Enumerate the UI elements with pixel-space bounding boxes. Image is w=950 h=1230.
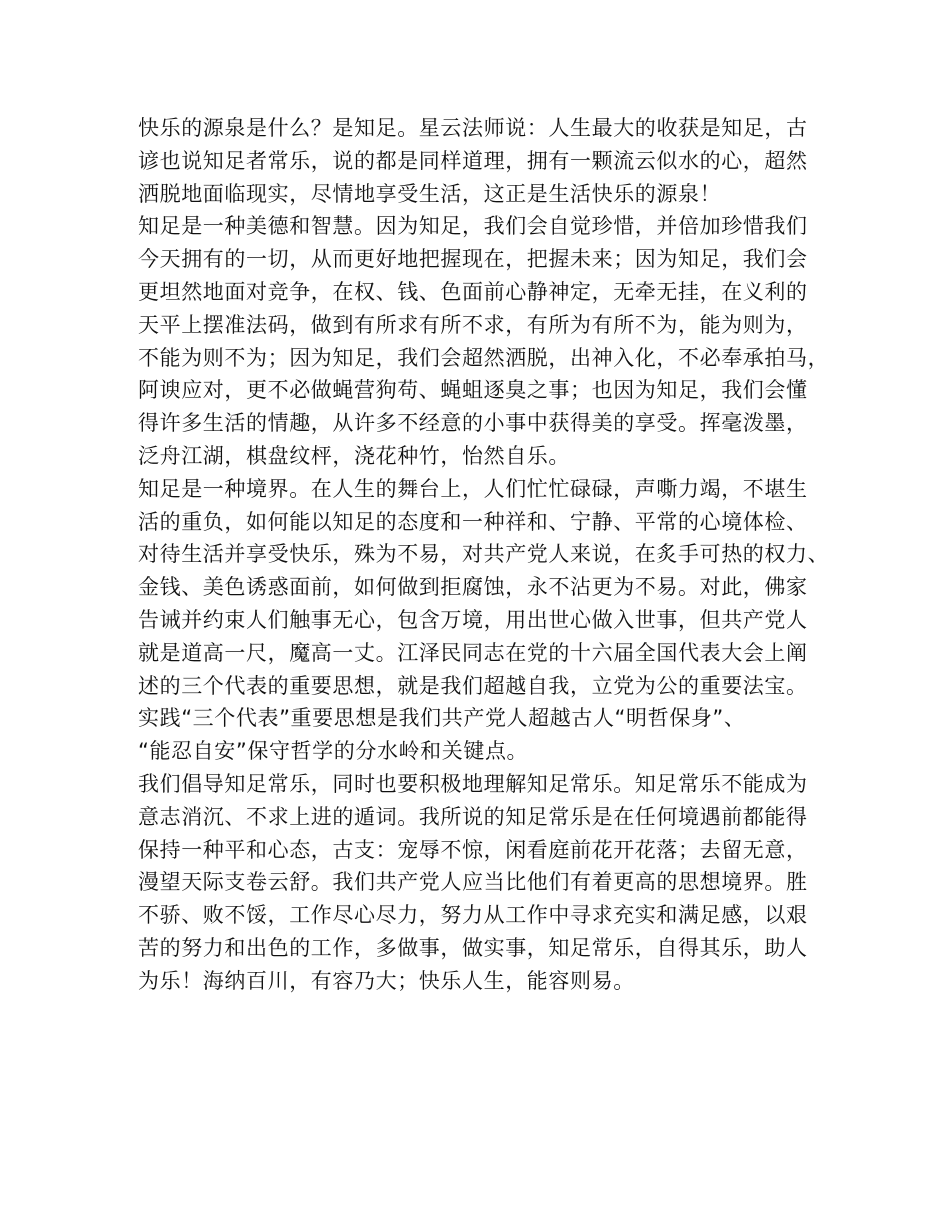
text-line: 就是道高一尺，魔高一丈。江泽民同志在党的十六届全国代表大会上阐 — [138, 640, 808, 665]
text-line: 知足是一种境界。在人生的舞台上，人们忙忙碌碌，声嘶力竭，不堪生 — [138, 476, 808, 501]
text-line: 更坦然地面对竞争，在权、钱、色面前心静神定，无牵无挂，在义利的 — [138, 279, 808, 304]
text-line: “能忍自安”保守哲学的分水岭和关键点。 — [138, 739, 529, 764]
text-line: 洒脱地面临现实，尽情地享受生活，这正是生活快乐的源泉！ — [138, 181, 722, 206]
text-line: 金钱、美色诱惑面前，如何做到拒腐蚀，永不沾更为不易。对此，佛家 — [138, 575, 808, 600]
document-body — [138, 112, 828, 998]
text-line: 得许多生活的情趣，从许多不经意的小事中获得美的享受。挥毫泼墨， — [138, 411, 808, 436]
text-line: 苦的努力和出色的工作，多做事，做实事，知足常乐，自得其乐，助人 — [138, 935, 808, 960]
text-line: 知足是一种美德和智慧。因为知足，我们会自觉珍惜，并倍加珍惜我们 — [138, 214, 808, 239]
text-line: 活的重负，如何能以知足的态度和一种祥和、宁静、平常的心境体检、 — [138, 509, 808, 534]
text-line: 泛舟江湖，棋盘纹枰，浇花种竹，怡然自乐。 — [138, 443, 570, 468]
text-line: 为乐！海纳百川，有容乃大；快乐人生，能容则易。 — [138, 968, 635, 993]
text-line: 不骄、败不馁，工作尽心尽力，努力从工作中寻求充实和满足感，以艰 — [138, 903, 808, 928]
text-line: 阿谀应对，更不必做蝇营狗苟、蝇蛆逐臭之事；也因为知足，我们会懂 — [138, 378, 808, 403]
text-line: 漫望天际支卷云舒。我们共产党人应当比他们有着更高的思想境界。胜 — [138, 870, 808, 895]
text-line: 天平上摆准法码，做到有所求有所不求，有所为有所不为，能为则为， — [138, 312, 808, 337]
text-line: 今天拥有的一切，从而更好地把握现在，把握未来；因为知足，我们会 — [138, 247, 808, 272]
text-line: 快乐的源泉是什么？是知足。星云法师说：人生最大的收获是知足，古 — [138, 116, 808, 140]
text-line: 保持一种平和心态，古支：宠辱不惊，闲看庭前花开花落；去留无意， — [138, 837, 808, 862]
text-line: 实践“三个代表”重要思想是我们共产党人超越古人“明哲保身”、 — [138, 706, 746, 731]
text-line: 述的三个代表的重要思想，就是我们超越自我，立党为公的重要法宝。 — [138, 673, 808, 698]
text-line: 对待生活并享受快乐，殊为不易，对共产党人来说，在炙手可热的权力、 — [138, 542, 830, 567]
text-line: 不能为则不为；因为知足，我们会超然洒脱，出神入化，不必奉承拍马， — [138, 345, 830, 370]
text-line: 意志消沉、不求上进的遁词。我所说的知足常乐是在任何境遇前都能得 — [138, 804, 808, 829]
text-line: 谚也说知足者常乐，说的都是同样道理，拥有一颗流云似水的心，超然 — [138, 148, 808, 173]
text-line: 我们倡导知足常乐，同时也要积极地理解知足常乐。知足常乐不能成为 — [138, 771, 808, 796]
text-line: 告诫并约束人们触事无心，包含万境，用出世心做入世事，但共产党人 — [138, 607, 808, 632]
